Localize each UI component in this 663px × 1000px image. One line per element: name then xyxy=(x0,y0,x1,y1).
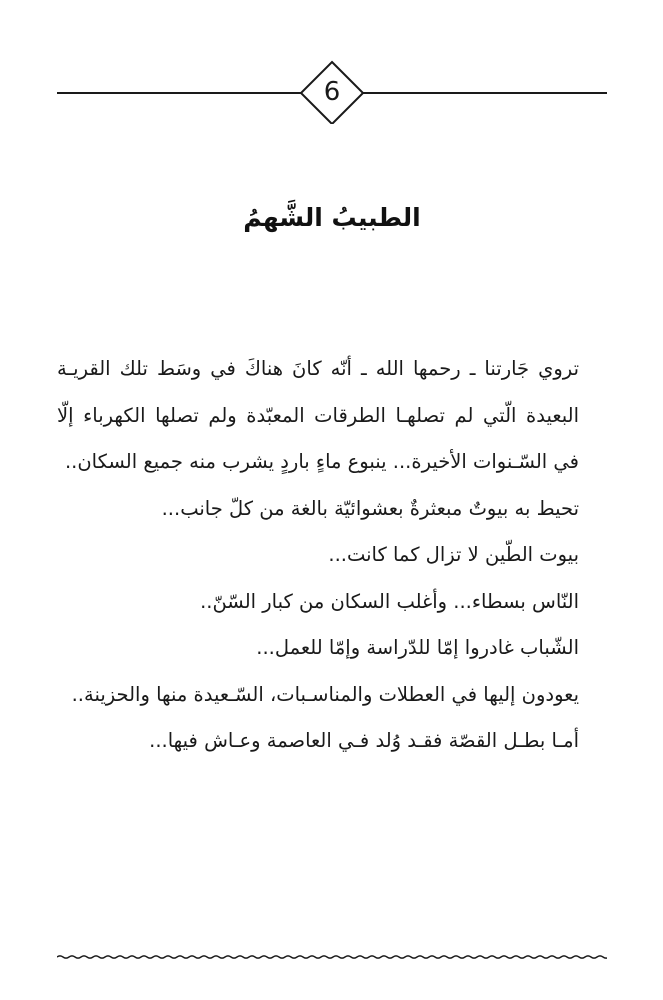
chapter-number: 6 xyxy=(323,77,341,107)
paragraph: أمـا بطـل القصّة فقـد وُلد فـي العاصمة وعـاش فيها... xyxy=(149,729,579,752)
paragraph: يعودون إليها في العطلات والمناسـبات، السّـعيدة منها والحزينة.. xyxy=(71,682,579,706)
paragraph: النّاس بسطاء... وأغلب السكان من كبار السّنّ.. xyxy=(200,589,579,613)
paragraph: تحيط به بيوتٌ مبعثرةٌ بعشوائيّة بالغة من كلّ جانب... xyxy=(161,496,579,520)
chapter-header xyxy=(57,60,607,124)
footer-wavy-rule xyxy=(57,950,607,964)
paragraph: تروي جَارتنا ـ رحمها الله ـ أنّه كانَ هناكَ في وسَط تلك القريـة البعيدة الّتي لم تصلهـا الطرقات المعبّدة ولم تصلها الكهرباء إلّا في السّـنوات الأخيرة... ينبوع ماءٍ باردٍ يشرب منه جميع السكان.. xyxy=(57,357,579,473)
chapter-body xyxy=(57,346,607,765)
paragraph: الشّباب غادروا إمّا للدّراسة وإمّا للعمل... xyxy=(256,636,579,659)
chapter-title: الطبيبُ الشَّهمُ xyxy=(243,203,421,232)
paragraph: بيوت الطّين لا تزال كما كانت... xyxy=(328,543,579,566)
